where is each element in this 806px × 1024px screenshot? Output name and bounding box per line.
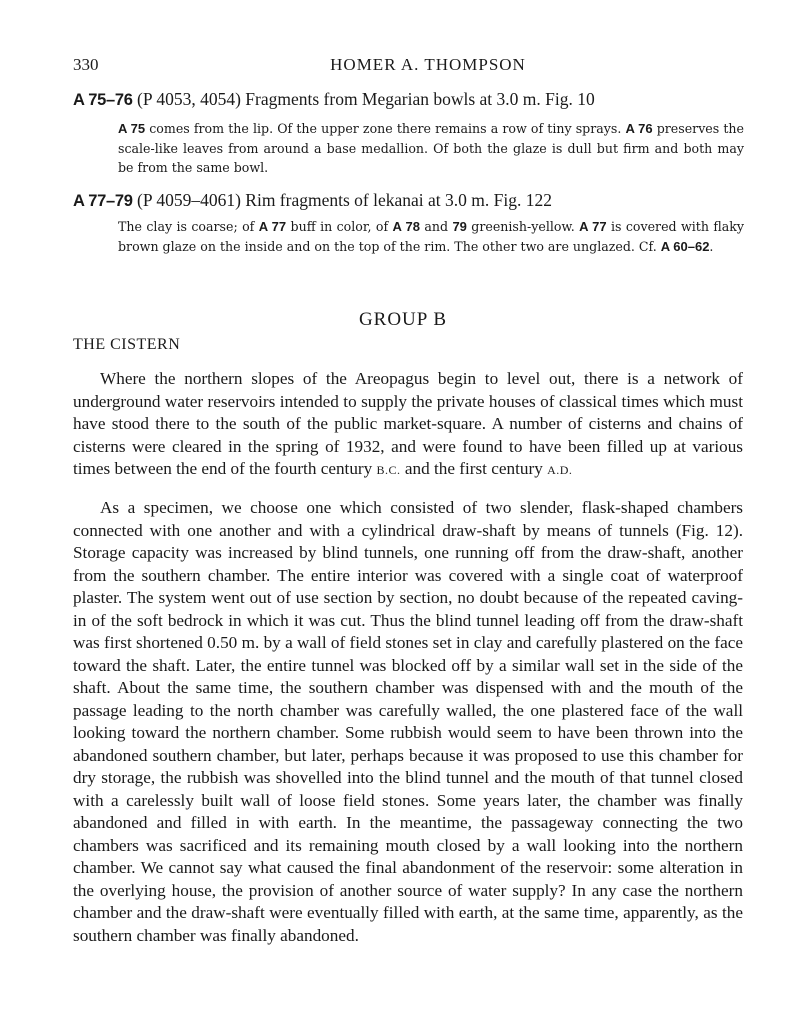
paragraph-text: and the first century [400, 459, 548, 478]
catalog-text: greenish-yellow. [466, 219, 580, 234]
catalog-text: The clay is coarse; of [118, 219, 259, 234]
era-abbreviation: A.D. [547, 463, 573, 477]
catalog-text: is covered with flaky brown glaze on the inside and on the top of the rim. The other two are unglazed. Cf. [118, 219, 745, 254]
catalog-reference: A 60–62 [660, 238, 710, 254]
catalog-text: preserves the scale-like leaves from around a base medallion. Of both the glaze is dull but firm and both may be from the same bowl. [118, 121, 744, 175]
catalog-entry-heading [73, 89, 753, 110]
catalog-text: and [419, 219, 453, 234]
paragraph-text: Where the northern slopes of the Areopagus begin to level out, there is a network of underground water reservoirs intended to supply the private houses of classical times which must have stood there to the south of the public market-square. A number of cisterns and chains of cisterns were cleared in the spring of 1932, and were found to have been filled up at various times between the end of the fourth century [73, 369, 743, 478]
catalog-text: . [709, 238, 714, 254]
catalog-entry-text [118, 119, 744, 178]
catalog-text: comes from the lip. Of the upper zone there remains a row of tiny sprays. [145, 121, 626, 136]
catalog-entry-heading [73, 190, 753, 211]
catalog-text: buff in color, of [286, 219, 393, 234]
catalog-reference: A 77 [258, 219, 287, 234]
section-heading: THE CISTERN [73, 336, 181, 353]
catalog-number: A 75–76 [73, 91, 133, 109]
body-paragraph [73, 368, 743, 482]
catalog-entry-text [118, 217, 744, 256]
catalog-description: (P 4053, 4054) Fragments from Megarian bowls at 3.0 m. Fig. 10 [137, 89, 595, 109]
era-abbreviation: B.C. [376, 463, 401, 477]
catalog-reference: A 77 [579, 219, 607, 234]
catalog-reference: 79 [452, 219, 467, 234]
catalog-reference: A 78 [392, 219, 420, 234]
catalog-number: A 77–79 [73, 192, 133, 210]
page-number: 330 [73, 55, 99, 74]
running-head-author: HOMER A. THOMPSON [330, 55, 526, 74]
running-head [73, 55, 743, 77]
body-paragraph: As a specimen, we choose one which consisted of two slender, flask-shaped chambers connected with one another and with a cylindrical draw-shaft by means of tunnels (Fig. 12). Storage capacity was increased by blind tunnels, one running off from the draw-shaft, another from the southern chamber. The entire interior was covered with a single coat of waterproof plaster. The system went out of use section by section, no doubt because of the repeated caving-in of the soft bedrock in which it was cut. Thus the blind tunnel leading off from the draw-shaft was first shortened 0.50 m. by a wall of field stones set in clay and carefully plastered on the face toward the shaft. Later, the entire tunnel was blocked off by a similar wall set in the side of the shaft. About the same time, the southern chamber was dispensed with and the mouth of the passage leading to the north chamber was carefully walled, the one plastered face of the wall looking toward the northern chamber. Some rubbish would seem to have been thrown into the abandoned southern chamber, but later, perhaps because it was proposed to use this chamber for dry storage, the rubbish was shovelled into the blind tunnel and the mouth of that tunnel closed with a carelessly built wall of loose field stones. Some years later, the chamber was finally abandoned and filled in with earth. In the meantime, the passageway connecting the two chambers was sacrificed and its remaining mouth closed by a wall looking into the northern chamber. We cannot say what caused the final abandonment of the reservoir: some alteration in the overlying house, the provision of another source of water supply? In any case the northern chamber and the draw-shaft were eventually filled with earth, at the same time, apparently, as the southern chamber was finally abandoned. [73, 498, 743, 945]
catalog-reference: A 76 [625, 121, 653, 136]
catalog-description: (P 4059–4061) Rim fragments of lekanai at 3.0 m. Fig. 122 [137, 190, 552, 210]
catalog-reference: A 75 [118, 121, 146, 136]
group-heading: GROUP B [358, 309, 448, 330]
